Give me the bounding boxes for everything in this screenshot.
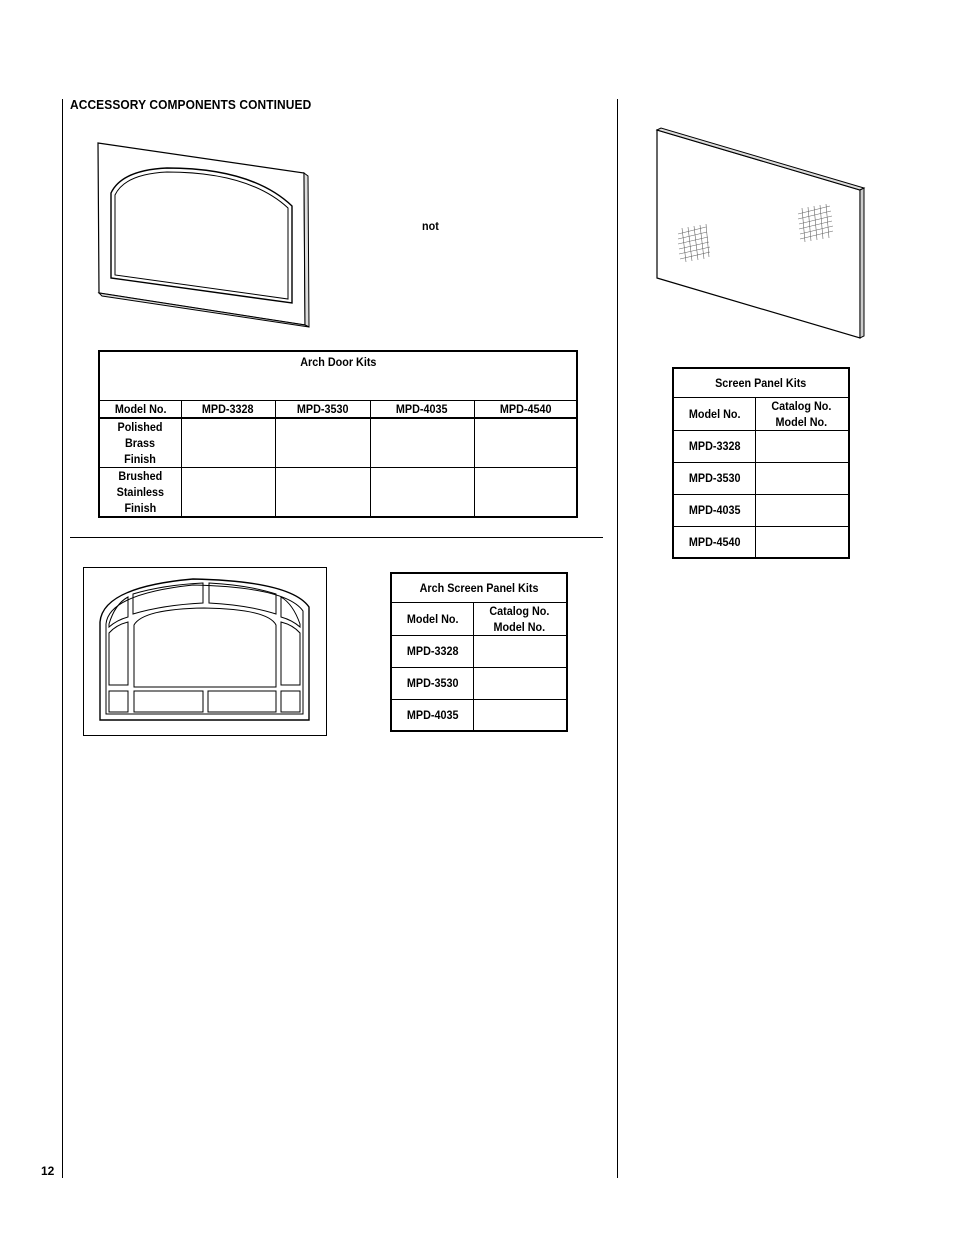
model-cell: MPD-3328 (688, 439, 741, 453)
screen-panel-kits-title: Screen Panel Kits (715, 375, 807, 390)
model-cell: MPD-4540 (688, 534, 741, 549)
table-row (99, 467, 577, 517)
arch-screen-panel-kits-title: Arch Screen Panel Kits (419, 580, 539, 595)
table-row (673, 462, 849, 494)
table-cell (275, 467, 370, 517)
catalog-cell (755, 430, 849, 462)
model-header-mpd-4540: MPD-4540 (499, 401, 552, 416)
catalog-cell (473, 635, 567, 667)
section-heading: ACCESSORY COMPONENTS CONTINUED (70, 97, 312, 112)
table-row (391, 699, 567, 731)
table-cell (275, 418, 370, 468)
catalog-cell (755, 526, 849, 558)
model-cell: MPD-4035 (688, 503, 741, 517)
section-divider-rule (70, 537, 603, 538)
arch-door-illustration (92, 138, 312, 330)
table-cell (474, 418, 577, 468)
model-header-mpd-3530: MPD-3530 (296, 401, 349, 416)
finish-label: Brushed Stainless Finish (116, 468, 164, 515)
catalog-no-header: Catalog No. Model No. (771, 398, 832, 429)
catalog-no-header: Catalog No. Model No. (489, 603, 550, 634)
model-no-header: Model No. (114, 401, 167, 416)
model-cell: MPD-3530 (688, 471, 741, 485)
catalog-cell (755, 494, 849, 526)
column-divider-rule (617, 99, 618, 1178)
screen-panel-illustration (652, 126, 866, 342)
table-cell (474, 467, 577, 517)
table-cell (181, 467, 275, 517)
table-row (391, 635, 567, 667)
catalog-cell (473, 699, 567, 731)
arch-door-kits-table (98, 350, 578, 518)
model-no-header: Model No. (406, 611, 459, 626)
catalog-cell (755, 462, 849, 494)
model-header-mpd-4035: MPD-4035 (396, 401, 448, 416)
table-cell (370, 467, 474, 517)
finish-label: Polished Brass Finish (117, 419, 163, 466)
table-row (99, 418, 577, 468)
table-row (673, 526, 849, 558)
model-cell: MPD-4035 (406, 707, 459, 722)
model-no-header: Model No. (688, 406, 741, 421)
note-text: not (422, 219, 439, 233)
arch-screen-panel-kits-table (390, 572, 568, 732)
model-cell: MPD-3530 (406, 676, 459, 690)
table-row (391, 667, 567, 699)
page-number: 12 (41, 1164, 55, 1178)
arch-screen-panel-illustration (83, 567, 327, 736)
screen-panel-kits-table (672, 367, 850, 559)
table-cell (370, 418, 474, 468)
table-cell (181, 418, 275, 468)
catalog-cell (473, 667, 567, 699)
table-row (673, 430, 849, 462)
model-header-mpd-3328: MPD-3328 (202, 401, 254, 416)
model-cell: MPD-3328 (406, 644, 459, 658)
arch-door-kits-title: Arch Door Kits (299, 355, 377, 369)
table-row (673, 494, 849, 526)
left-margin-rule (62, 99, 63, 1178)
